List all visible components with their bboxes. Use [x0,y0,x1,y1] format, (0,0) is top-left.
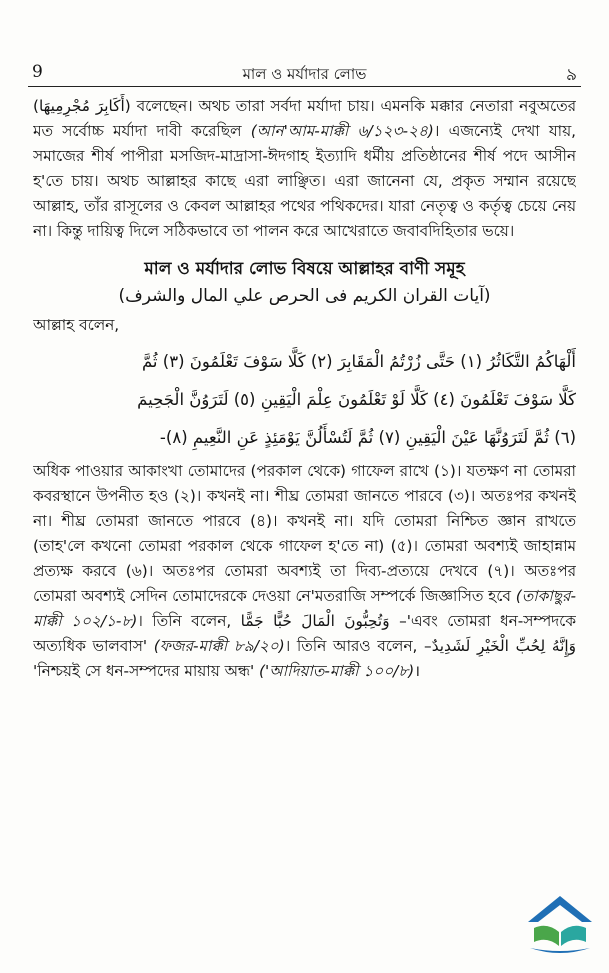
running-header [28,60,581,87]
reference-adiyat: ('আদিয়াত-মাক্কী ১০০/৮) [259,662,415,680]
section-subheading-arabic: (آيات القران الكريم فى الحرص علي المال والشرف) [118,286,491,306]
quran-verse-line: أَلْهَاكُمُ التَّكَاثُرُ (١) حَتَّى زُرْتُمُ الْمَقَابِرَ (٢) كَلَّا سَوْفَ تَعْلَمُونَ (٣) ثُمَّ [141,352,576,371]
translation-text-4: । তিনি আরও বলেন, – [284,637,432,655]
translation-paragraph [33,459,576,684]
intro-text-2: । এজন্যেই দেখা যায়, সমাজের শীর্ষ পাপীরা মসজিদ-মাদ্রাসা-ঈদগাহ ইত্যাদি ধর্মীয় প্রতিষ্ঠানের শীর্ষ পদে আসীন হ'তে চায়। অথচ আল্লাহর কাছে এরা লাঞ্ছিত। এরা জানেনা যে, প্রকৃত সম্মান রয়েছে আল্লাহ, তাঁর রাসূলের ও কেবল আল্লাহর পথের পথিকদের। যারা নেতৃত্ব ও কর্তৃত্ব চেয়ে নেয় না। কিন্তু দায়িত্ব দিলে সঠিকভাবে তা পালন করে আখেরাতে জবাবদিহিতার ভয়ে। [33,122,576,240]
publisher-logo-icon [520,888,600,958]
logo-book-left [534,926,559,946]
quran-verse-line: كَلَّا سَوْفَ تَعْلَمُونَ (٤) كَلَّا لَوْ تَعْلَمُونَ عِلْمَ الْيَقِينِ (٥) لَتَرَوُنَّ الْجَحِيمَ [137,390,576,409]
translation-text-2: । তিনি বলেন, [137,612,241,630]
section-heading: মাল ও মর্যাদার লোভ বিষয়ে আল্লাহর বাণী সমূহ [144,259,465,279]
arabic-quote: (أَكَابِرَ مُجْرِمِيهَا) [33,97,131,115]
intro-paragraph [33,94,576,244]
translation-text-6: । [414,662,421,680]
logo-roof-shape [528,896,592,922]
reference-fajr: (ফজর-মাক্কী ৮৯/২০) [153,637,285,655]
intro-text-1: বলেছেন। অথচ তারা সর্বদা মর্যাদা চায়। এমনকি মক্কার নেতারা নবুঅতের মত সর্বোচ্চ মর্যাদা দাবী করেছিল [33,97,576,140]
translation-text-5: 'নিশ্চয়ই সে ধন-সম্পদের মায়ায় অন্ধ' [33,662,260,680]
allah-says-label: আল্লাহ বলেন, [33,316,120,334]
logo-swoosh [530,948,590,953]
translation-text-1: অধিক পাওয়ার আকাংখা তোমাদের (পরকাল থেকে) গাফেল রাখে (১)। যতক্ষণ না তোমরা কবরস্থানে উপনীত হও (২)। কখনই না। শীঘ্র তোমরা জানতে পারবে (৩)। অতঃপর কখনই না। শীঘ্র তোমরা জানতে পারবে (৪)। কখনই না। যদি তোমরা নিশ্চিত জ্ঞান রাখতে (তাহ'লে কখনো তোমরা পরকাল থেকে গাফেল হ'তে না) (৫)। তোমরা অবশ্যই জাহান্নাম প্রত্যক্ষ করবে (৬)। অতঃপর তোমরা অবশ্যই তা দিব্য-প্রত্যয়ে দেখবে (৭)। অতঃপর তোমরা অবশ্যই সেদিন তোমাদেরকে দেওয়া নে'মতরাজি সম্পর্কে জিজ্ঞাসিত হবে [33,462,576,605]
logo-book-right [561,926,586,946]
reference-anam: (আন'আম-মাক্কী ৬/১২৩-২৪) [250,122,434,140]
reference-takathur: (তাকাছুর-মাক্কী ১০২/১-৮) [33,587,576,630]
arabic-fajr-verse: وَتُحِبُّونَ الْمَالَ حُبًّا جَمًّا [240,612,390,630]
page-number-latin: 9 [32,62,43,82]
page-content [33,94,576,893]
page-number-bengali: ৯ [565,65,577,85]
arabic-adiyat-verse: وَإِنَّهُ لِحُبِّ الْخَيْرِ لَشَدِيدٌ [431,637,576,655]
quran-verse-line: (٦) ثُمَّ لَتَرَوُنَّهَا عَيْنَ الْيَقِينِ (٧) ثُمَّ لَتُسْأَلُنَّ يَوْمَئِذٍ عَنِ النَّعِيمِ (٨)- [159,428,576,447]
translation-text-3: –'এবং তোমরা ধন-সম্পদকে অত্যধিক ভালবাস' [33,612,576,655]
running-title: মাল ও মর্যাদার লোভ [242,65,367,83]
